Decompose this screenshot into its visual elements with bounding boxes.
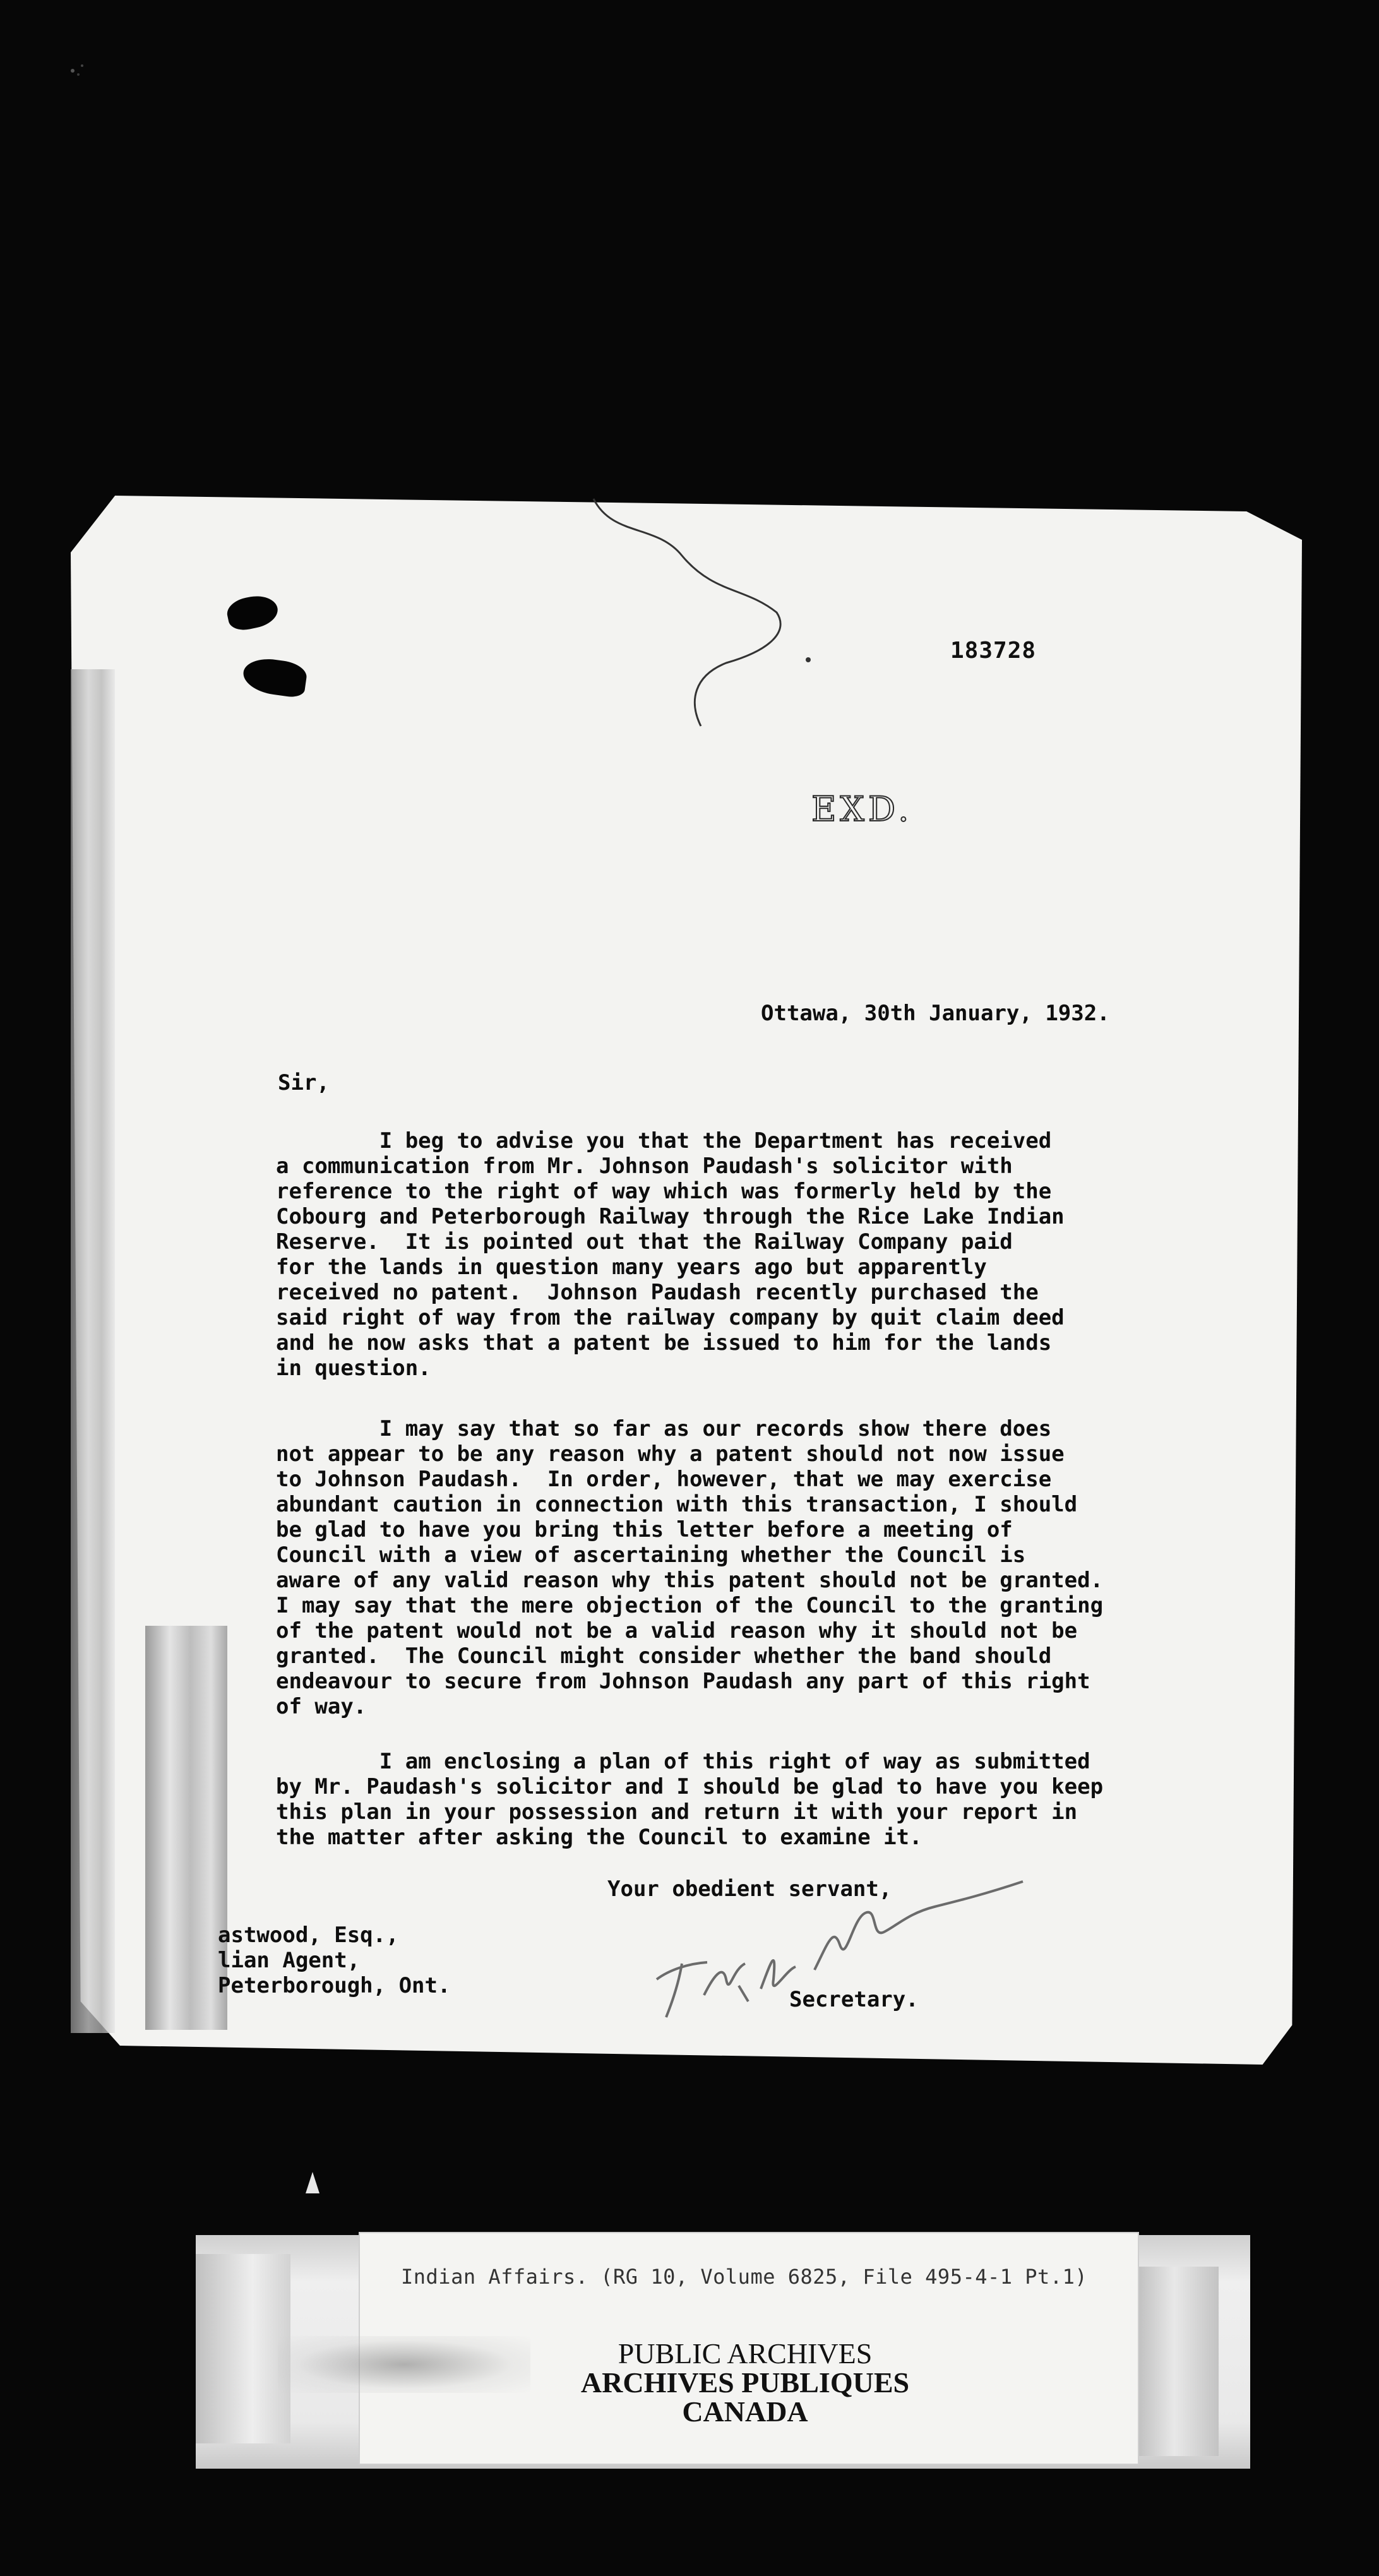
addressee-block: astwood, Esq., lian Agent, Peterborough, Ont. xyxy=(218,1923,451,1998)
dust-specks xyxy=(63,57,101,82)
tape-right xyxy=(1130,2267,1219,2456)
closing: Your obedient servant, xyxy=(607,1876,892,1902)
body-paragraph-1: I beg to advise you that the Department has received a communication from Mr. Johnson Paudash's solicitor with reference to the right of way which was formerly held by the Cobourg and Peterborough Railway through the Rice Lake Indian Reserve. It is pointed out that the Railway Company paid for the lands in question many years ago but apparently received no patent. Johnson Paudash recently purchased the said right of way from the railway company by quit claim deed and he now asks that a patent be issued to him for the lands in question. xyxy=(276,1128,1065,1381)
binding-tab xyxy=(145,1626,227,2030)
body-paragraph-2: I may say that so far as our records show there does not appear to be any reason why a patent should not now issue to Johnson Paudash. In order, however, that we may exercise abundant caution in connection with this transaction, I should be glad to have you bring this letter before a meeting of Council with a view of ascertaining whether the Council is aware of any valid reason why this patent should not be granted. I may say that the mere objection of the Council to the granting of the patent would not be a valid reason why it should not be granted. The Council might consider whether the band should endeavour to secure from Johnson Paudash any part of this right of way. xyxy=(276,1416,1104,1719)
received-stamp: EXD. xyxy=(811,789,913,829)
archive-reference: Indian Affairs. (RG 10, Volume 6825, File 495-4-1 Pt.1) xyxy=(401,2265,1088,2289)
archive-country: CANADA xyxy=(682,2395,808,2428)
signatory-title: Secretary. xyxy=(789,1987,919,2012)
sheet-torn-edge xyxy=(71,669,115,2033)
archive-name-english: PUBLIC ARCHIVES xyxy=(618,2337,873,2370)
handwritten-signature xyxy=(644,1869,1048,2039)
file-number: 183728 xyxy=(950,638,1037,664)
paper-crease-line xyxy=(568,486,821,739)
tape-smudge xyxy=(278,2336,530,2393)
body-paragraph-3: I am enclosing a plan of this right of way as submitted by Mr. Paudash's solicitor and I should be glad to have you keep this plan in your possession and return it with your report in the matter after asking the Council to examine it. xyxy=(276,1749,1104,1850)
tape-left xyxy=(196,2254,290,2443)
salutation: Sir, xyxy=(278,1070,330,1095)
letter-date: Ottawa, 30th January, 1932. xyxy=(761,1001,1110,1026)
archive-name-french: ARCHIVES PUBLIQUES xyxy=(580,2366,910,2399)
